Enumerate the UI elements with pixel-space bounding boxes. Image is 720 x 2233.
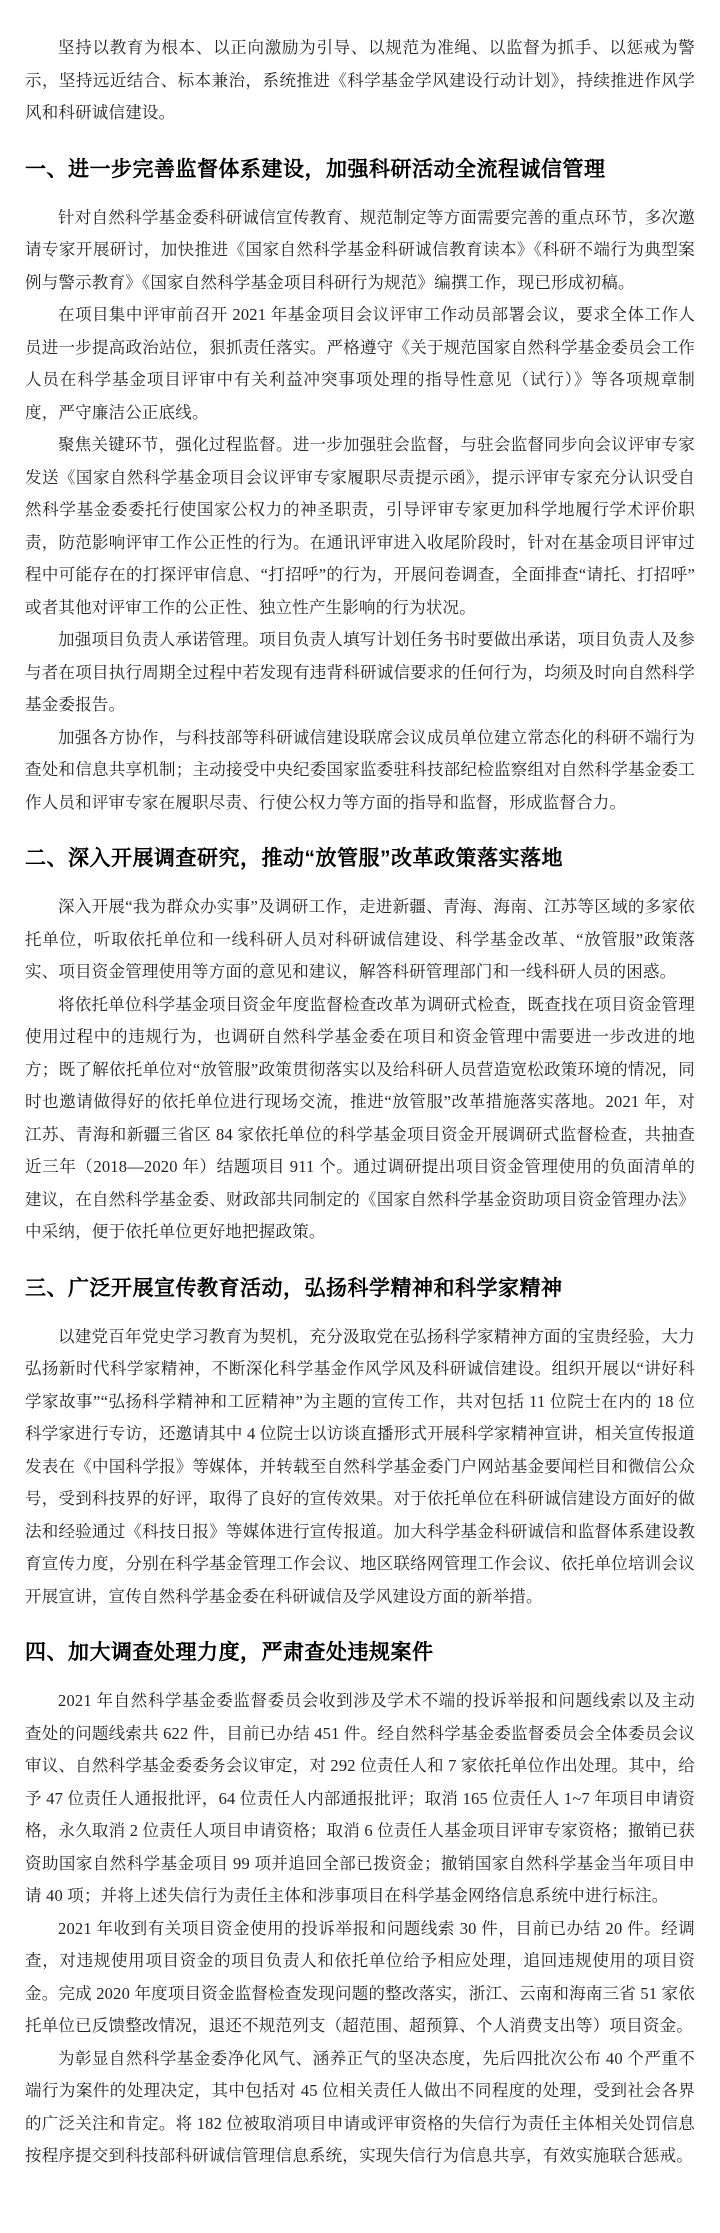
intro-paragraph: 坚持以教育为根本、以正向激励为引导、以规范为准绳、以监督为抓手、以惩戒为警示，坚持远近结合、标本兼治，系统推进《科学基金学风建设行动计划》，持续推进作风学风和科研诚信建设。 [25,38,695,122]
section-1-heading: 一、进一步完善监督体系建设，加强科研活动全流程诚信管理 [25,157,606,181]
section-1-paragraph-2: 在项目集中评审前召开 2021 年基金项目会议评审工作动员部署会议，要求全体工作人员进一步提高政治站位，狠抓责任落实。严格遵守《关于规范国家自然科学基金委员会工作人员在科学基金项目评审中有关利益冲突事项处理的指导性意见（试行）》等各项规章制度，严守廉洁公正底线。 [25,305,695,422]
section-1-paragraph-3: 聚焦关键环节，强化过程监督。进一步加强驻会监督，与驻会监督同步向会议评审专家发送《国家自然科学基金项目会议评审专家履职尽责提示函》，提示评审专家充分认识受自然科学基金委委托行使国家公权力的神圣职责，引导评审专家更加科学地履行学术评价职责，防范影响评审工作公正性的行为。在通讯评审进入收尾阶段时，针对在基金项目评审过程中可能存在的打探评审信息、“打招呼”的行为，开展问卷调查，全面排查“请托、打招呼”或者其他对评审工作的公正性、独立性产生影响的行为状况。 [25,435,695,617]
section-4-paragraph-2: 2021 年收到有关项目资金使用的投诉举报和问题线索 30 件，目前已办结 20 件。经调查，对违规使用项目资金的项目负责人和依托单位给予相应处理，追回违规使用的项目资金。完成 2020 年度项目资金监督检查发现问题的整改落实，浙江、云南和海南三省 51 家依托单位已反馈整改情况，退还不规范列支（超范围、超预算、个人消费支出等）项目资金。 [25,1918,695,2035]
section-4-paragraph-3: 为彰显自然科学基金委净化风气、涵养正气的坚决态度，先后四批次公布 40 个严重不端行为案件的处理决定，其中包括对 45 位相关责任人做出不同程度的处理，受到社会各界的广泛关注和肯定。将 182 位被取消项目申请或评审资格的失信行为责任主体相关处罚信息按程序提交到科技部科研诚信管理信息系统，实现失信行为信息共享，有效实施联合惩戒。 [25,2048,695,2165]
section-3-paragraph-1: 以建党百年党史学习教育为契机，充分汲取党在弘扬科学家精神方面的宝贵经验，大力弘扬新时代科学家精神，不断深化科学基金作风学风及科研诚信建设。组织开展以“讲好科学家故事”“弘扬科学精神和工匠精神”为主题的宣传工作，共对包括 11 位院士在内的 18 位科学家进行专访，还邀请其中 4 位院士以访谈直播形式开展科学家精神宣讲，相关宣传报道发表在《中国科学报》等媒体，并转载至自然科学基金委门户网站基金要闻栏目和微信公众号，受到科技界的好评，取得了良好的宣传效果。对于依托单位在科研诚信建设方面好的做法和经验通过《科技日报》等媒体进行宣传报道。加大科学基金科研诚信和监督体系建设教育宣传力度，分别在科学基金管理工作会议、地区联络网管理工作会议、依托单位培训会议开展宣讲，宣传自然科学基金委在科研诚信及学风建设方面的新举措。 [25,1326,695,1606]
section-3-heading: 三、广泛开展宣传教育活动，弘扬科学精神和科学家精神 [25,1276,563,1300]
section-1-paragraph-5: 加强各方协作，与科技部等科研诚信建设联席会议成员单位建立常态化的科研不端行为查处和信息共享机制；主动接受中央纪委国家监委驻科技部纪检监察组对自然科学基金委工作人员和评审专家在履职尽责、行使公权力等方面的指导和监督，形成监督合力。 [25,727,695,812]
section-4-paragraph-1: 2021 年自然科学基金委监督委员会收到涉及学术不端的投诉举报和问题线索以及主动查处的问题线索共 622 件，目前已办结 451 件。经自然科学基金委监督委员会全体委员会议审议、自然科学基金委委务会议审定，对 292 位责任人和 7 家依托单位作出处理。其中，给予 47 位责任人通报批评，64 位责任人内部通报批评；取消 165 位责任人 1~7 年项目申请资格，永久取消 2 位责任人项目申请资格；取消 6 位责任人基金项目评审专家资格；撤销已获资助国家自然科学基金项目 99 项并追回全部已拨资金；撤销国家自然科学基金当年项目申请 40 项；并将上述失信行为责任主体和涉事项目在科学基金网络信息系统中进行标注。 [25,1691,695,1905]
section-2-paragraph-2: 将依托单位科学基金项目资金年度监督检查改革为调研式检查，既查找在项目资金管理使用过程中的违规行为，也调研自然科学基金委在项目和资金管理中需要进一步改进的地方；既了解依托单位对“放管服”政策贯彻落实以及给科研人员营造宽松政策环境的情况，同时也邀请做得好的依托单位进行现场交流，推进“放管服”改革措施落实落地。2021 年，对江苏、青海和新疆三省区 84 家依托单位的科学基金项目资金开展调研式监督检查，共抽查近三年（2018—2020 年）结题项目 911 个。通过调研提出项目资金管理使用的负面清单的建议，在自然科学基金委、财政部共同制定的《国家自然科学基金资助项目资金管理办法》中采纳，便于依托单位更好地把握政策。 [25,994,695,1241]
section-4-heading: 四、加大调查处理力度，严肃查处违规案件 [25,1641,434,1664]
section-2-paragraph-1: 深入开展“我为群众办实事”及调研工作，走进新疆、青海、海南、江苏等区域的多家依托单位，听取依托单位和一线科研人员对科研诚信建设、科学基金改革、“放管服”政策落实、项目资金管理使用等方面的意见和建议，解答科研管理部门和一线科研人员的困惑。 [25,897,695,981]
section-1-paragraph-4: 加强项目负责人承诺管理。项目负责人填写计划任务书时要做出承诺，项目负责人及参与者在项目执行周期全过程中若发现有违背科研诚信要求的任何行为，均须及时向自然科学基金委报告。 [25,630,695,714]
section-1-paragraph-1: 针对自然科学基金委科研诚信宣传教育、规范制定等方面需要完善的重点环节，多次邀请专家开展研讨，加快推进《国家自然科学基金科研诚信教育读本》《科研不端行为典型案例与警示教育》《国家自然科学基金项目科研行为规范》编撰工作，现已形成初稿。 [25,207,695,292]
section-2-heading: 二、深入开展调查研究，推动“放管服”改革政策落实落地 [25,847,563,870]
